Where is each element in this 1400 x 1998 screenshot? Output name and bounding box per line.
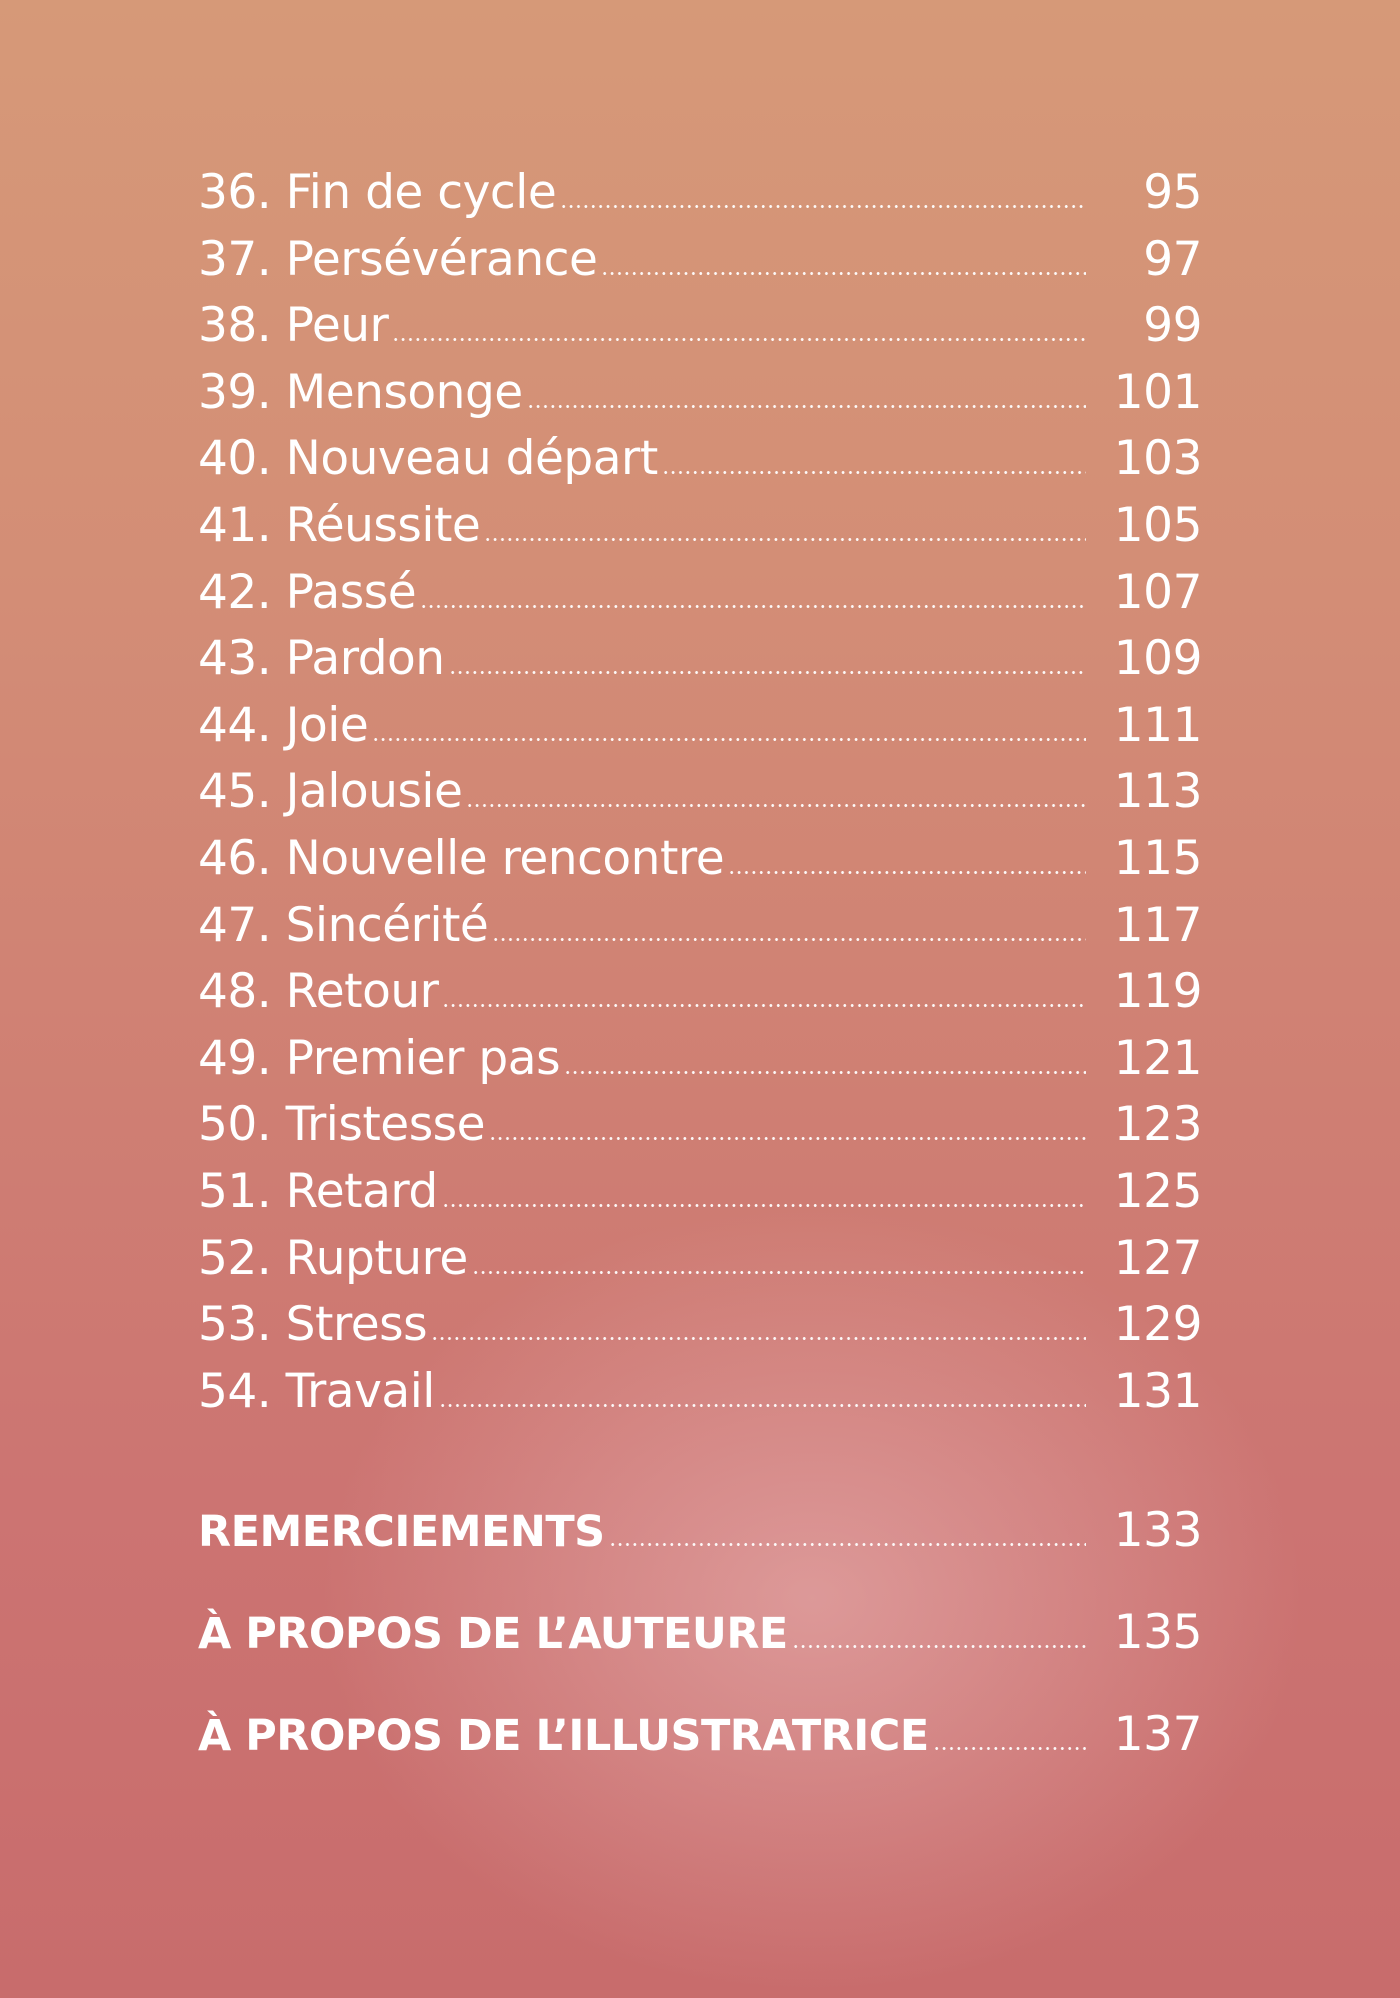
toc-entry-title: 40. Nouveau départ: [198, 431, 658, 487]
toc-entry-page: 119: [1113, 964, 1202, 1020]
toc-entry-page: 115: [1113, 830, 1202, 886]
toc-entry-page: 117: [1113, 897, 1202, 953]
back-matter-page: 137: [1113, 1707, 1202, 1762]
toc-entry-page: 99: [1143, 298, 1202, 354]
toc-entry[interactable]: [198, 1092, 1202, 1159]
toc-entry-title: 50. Tristesse: [198, 1097, 486, 1153]
toc-entry-page: 105: [1113, 497, 1202, 553]
toc-entry-title: 47. Sincérité: [198, 897, 489, 953]
toc-entry-title: 53. Stress: [198, 1297, 428, 1353]
toc-entry[interactable]: [198, 293, 1202, 360]
dot-leader: [527, 405, 1086, 408]
back-matter-page: 135: [1113, 1605, 1202, 1660]
toc-entry[interactable]: [198, 626, 1202, 693]
toc-entry-page: 103: [1113, 431, 1202, 487]
toc-entry[interactable]: [198, 160, 1202, 227]
dot-leader: [564, 1071, 1086, 1074]
toc-entry-title: 38. Peur: [198, 298, 389, 354]
dot-leader: [439, 1404, 1086, 1407]
toc-entry-title: 46. Nouvelle rencontre: [198, 830, 725, 886]
toc-entry-page: 131: [1113, 1363, 1202, 1419]
toc-entry[interactable]: [198, 826, 1202, 893]
dot-leader: [933, 1747, 1086, 1750]
back-matter-entry[interactable]: [198, 1496, 1202, 1598]
dot-leader: [662, 471, 1086, 474]
toc-entry-title: 51. Retard: [198, 1163, 438, 1219]
dot-leader: [442, 1204, 1086, 1207]
dot-leader: [601, 272, 1086, 275]
back-matter-title: REMERCIEMENTS: [198, 1507, 605, 1557]
toc-entry-title: 43. Pardon: [198, 631, 445, 687]
toc-entry-page: 101: [1113, 364, 1202, 420]
toc-entry-page: 121: [1113, 1030, 1202, 1086]
toc-entry-title: 36. Fin de cycle: [198, 165, 557, 220]
dot-leader: [442, 1004, 1086, 1007]
back-matter-title: À PROPOS DE L’AUTEURE: [198, 1609, 788, 1659]
toc-entry[interactable]: [198, 1226, 1202, 1293]
toc-entry-title: 48. Retour: [198, 964, 439, 1020]
back-matter-title: À PROPOS DE L’ILLUSTRATRICE: [198, 1711, 929, 1761]
dot-leader: [489, 1137, 1086, 1140]
toc-entry-title: 41. Réussite: [198, 497, 481, 553]
dot-leader: [492, 938, 1086, 941]
toc-entry-page: 111: [1113, 697, 1202, 753]
dot-leader: [609, 1543, 1086, 1546]
toc-entry[interactable]: [198, 1026, 1202, 1093]
toc-entry[interactable]: [198, 959, 1202, 1026]
toc-entry[interactable]: [198, 1359, 1202, 1426]
toc-entry[interactable]: [198, 360, 1202, 427]
toc-entry-page: 129: [1113, 1297, 1202, 1353]
toc-entry[interactable]: [198, 560, 1202, 627]
dot-leader: [466, 804, 1086, 807]
toc-entry[interactable]: [198, 227, 1202, 294]
toc-entry-title: 52. Rupture: [198, 1230, 468, 1286]
toc-entry-title: 37. Persévérance: [198, 231, 598, 287]
dot-leader: [449, 671, 1086, 674]
toc-entry[interactable]: [198, 493, 1202, 560]
toc-entry-title: 42. Passé: [198, 564, 417, 620]
toc-entry-page: 109: [1113, 631, 1202, 687]
dot-leader: [392, 338, 1086, 341]
dot-leader: [372, 738, 1086, 741]
toc-entry-title: 49. Premier pas: [198, 1030, 561, 1086]
toc-entry-page: 97: [1143, 231, 1202, 287]
back-matter-list: [198, 1496, 1202, 1802]
toc-entry[interactable]: [198, 693, 1202, 760]
toc-entry-title: 45. Jalousie: [198, 764, 463, 820]
toc-entry-page: 123: [1113, 1097, 1202, 1153]
dot-leader: [484, 538, 1086, 541]
toc-entry[interactable]: [198, 893, 1202, 960]
back-matter-page: 133: [1113, 1503, 1202, 1558]
toc-entry[interactable]: [198, 1159, 1202, 1226]
toc-entry-title: 54. Travail: [198, 1363, 435, 1419]
dot-leader: [728, 871, 1086, 874]
dot-leader: [420, 605, 1086, 608]
toc-entry[interactable]: [198, 759, 1202, 826]
toc-entry-page: 107: [1113, 564, 1202, 620]
toc-entry-page: 125: [1113, 1163, 1202, 1219]
back-matter-entry[interactable]: [198, 1700, 1202, 1802]
dot-leader: [792, 1645, 1086, 1648]
toc-entry-page: 127: [1113, 1230, 1202, 1286]
toc-list: [198, 160, 1202, 1425]
dot-leader: [560, 205, 1086, 208]
back-matter-entry[interactable]: [198, 1598, 1202, 1700]
toc-entry[interactable]: [198, 1292, 1202, 1359]
toc-entry[interactable]: [198, 426, 1202, 493]
dot-leader: [431, 1337, 1086, 1340]
toc-entry-title: 39. Mensonge: [198, 364, 523, 420]
dot-leader: [472, 1271, 1086, 1274]
toc-entry-title: 44. Joie: [198, 697, 369, 753]
toc-entry-page: 95: [1143, 165, 1202, 220]
toc-entry-page: 113: [1113, 764, 1202, 820]
